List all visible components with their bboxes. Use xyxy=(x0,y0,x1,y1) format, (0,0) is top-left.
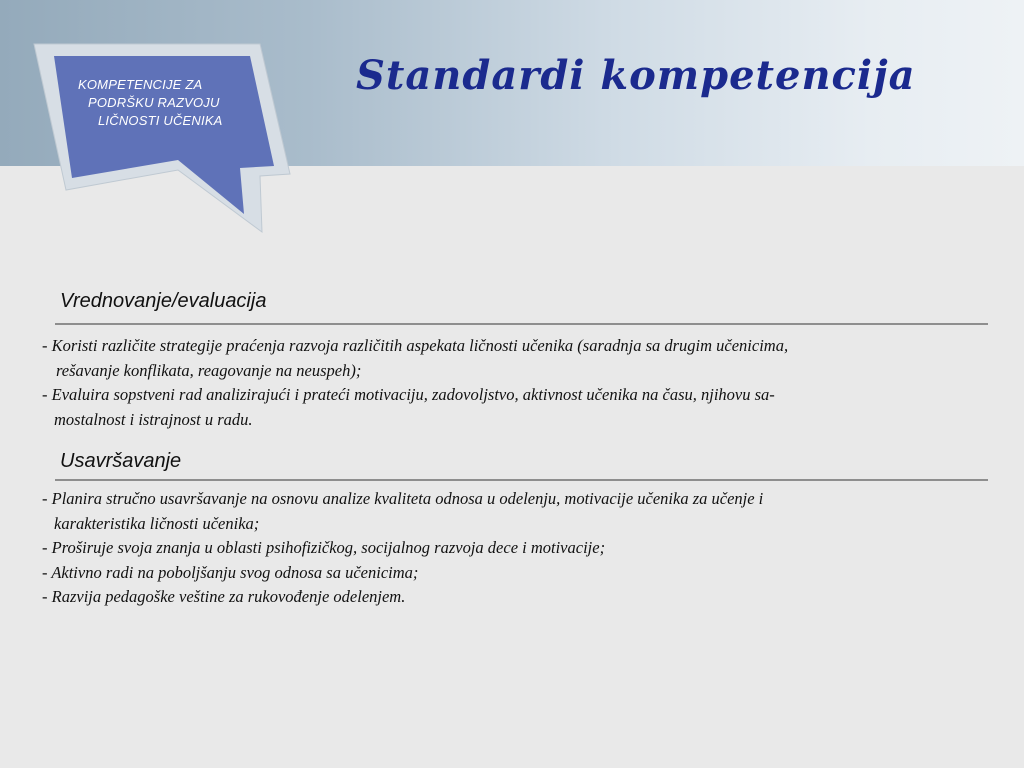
body-line: - Razvija pedagoške veštine za rukovođenje odelenjem. xyxy=(42,587,406,606)
badge-line-3: LIČNOSTI UČENIKA xyxy=(98,113,223,128)
body-line: karakteristika ličnosti učenika; xyxy=(54,513,260,533)
body-line: - Aktivno radi na poboljšanju svog odnosa sa učenicima; xyxy=(42,562,419,582)
topic-badge xyxy=(28,38,318,238)
page-title: Standardi kompetencija xyxy=(356,52,916,99)
section-heading-evaluation: Vrednovanje/evaluacija xyxy=(60,290,267,312)
section-divider xyxy=(55,479,988,481)
body-line: rešavanje konflikata, reagovanje na neuspeh); xyxy=(56,360,362,380)
section-body-evaluation xyxy=(42,334,1012,432)
body-line: mostalnost i istrajnost u radu. xyxy=(54,409,253,429)
arrow-callout-icon xyxy=(28,38,318,238)
badge-line-1: KOMPETENCIJE ZA xyxy=(78,77,203,92)
body-line: - Proširuje svoja znanja u oblasti psihofizičkog, socijalnog razvoja dece i motivacije; xyxy=(42,538,606,557)
badge-line-2: PODRŠKU RAZVOJU xyxy=(88,95,220,110)
section-heading-development: Usavršavanje xyxy=(60,450,182,472)
body-line: - Koristi različite strategije praćenja razvoja različitih aspekata ličnosti učenika (saradnja sa drugim učenicima, xyxy=(42,336,789,355)
section-body-development xyxy=(42,487,1012,610)
badge-label xyxy=(78,76,278,130)
section-divider xyxy=(55,323,988,325)
body-line: - Evaluira sopstveni rad analizirajući i prateći motivaciju, zadovoljstvo, aktivnost učenika na času, njihovu sa- xyxy=(42,385,775,404)
body-line: - Planira stručno usavršavanje na osnovu analize kvaliteta odnosa u odelenju, motivacije učenika za učenje i xyxy=(42,489,764,508)
